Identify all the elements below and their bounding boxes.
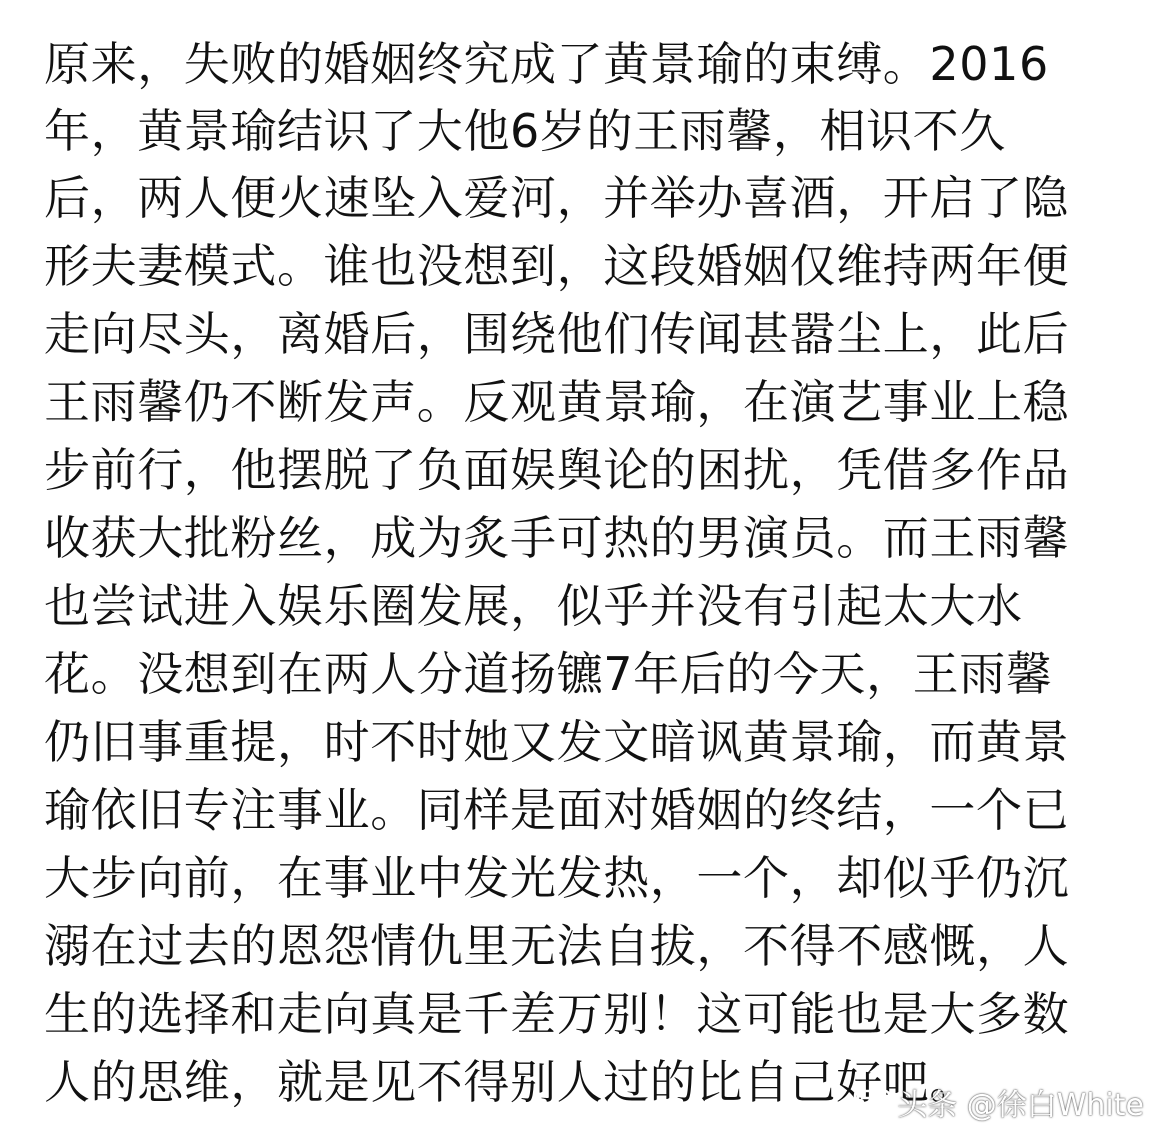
article-line-11: 仍旧事重提，时不时她又发文暗讽黄景瑜，而黄景: [44, 715, 1070, 769]
article-line-1: 原来，失败的婚姻终究成了黄景瑜的束缚。2016: [44, 37, 1049, 91]
article-line-9: 也尝试进入娱乐圈发展，似乎并没有引起太大水: [44, 579, 1023, 633]
article-line-12: 瑜依旧专注事业。同样是面对婚姻的终结，一个已: [44, 783, 1070, 837]
watermark: [853, 1082, 1144, 1122]
article-line-6: 王雨馨仍不断发声。反观黄景瑜，在演艺事业上稳: [44, 375, 1070, 429]
toutiao-logo-icon: [853, 1087, 891, 1117]
article-line-3: 后，两人便火速坠入爱河，并举办喜酒，开启了隐: [44, 171, 1070, 225]
watermark-text: 头条 @徐白White: [897, 1088, 1144, 1123]
article-line-7: 步前行，他摆脱了负面娱舆论的困扰，凭借多作品: [44, 443, 1070, 497]
article-line-4: 形夫妻模式。谁也没想到，这段婚姻仅维持两年便: [44, 239, 1070, 293]
article-line-8: 收获大批粉丝，成为炙手可热的男演员。而王雨馨: [44, 511, 1070, 565]
article-line-10: 花。没想到在两人分道扬镳7年后的今天，王雨馨: [44, 647, 1053, 701]
article-line-15: 生的选择和走向真是千差万别！这可能也是大多数: [44, 987, 1070, 1041]
article-line-2: 年，黄景瑜结识了大他6岁的王雨馨，相识不久: [44, 104, 1006, 158]
article-line-16: 人的思维，就是见不得别人过的比自己好吧。: [44, 1055, 976, 1109]
article-line-14: 溺在过去的恩怨情仇里无法自拔，不得不感慨，人: [44, 919, 1070, 973]
article-line-13: 大步向前，在事业中发光发热，一个，却似乎仍沉: [44, 851, 1070, 905]
article-line-5: 走向尽头，离婚后，围绕他们传闻甚嚣尘上，此后: [44, 307, 1070, 361]
